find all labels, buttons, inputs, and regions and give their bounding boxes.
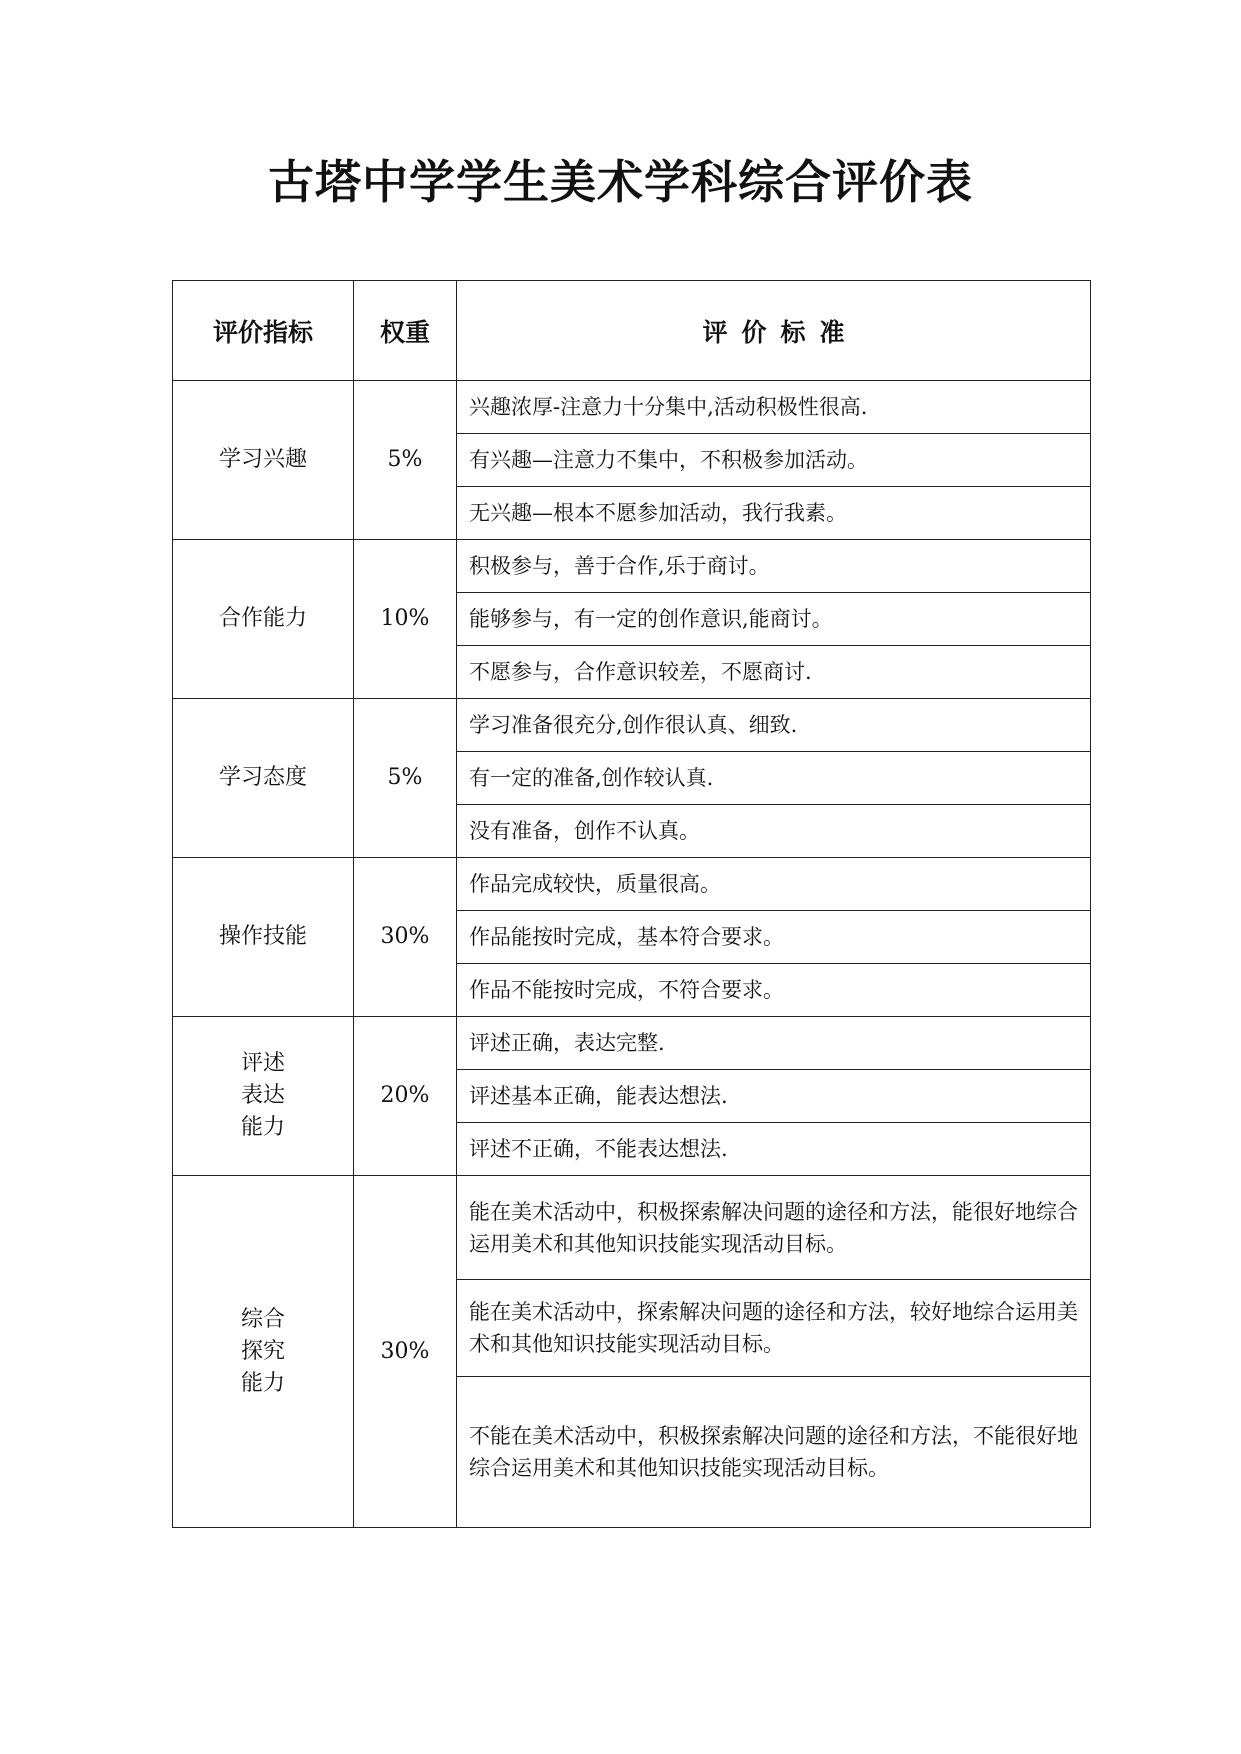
criterion-cell: 作品完成较快，质量很高。 — [457, 858, 1091, 911]
criterion-cell: 能够参与，有一定的创作意识,能商讨。 — [457, 593, 1091, 646]
table-row — [173, 699, 1091, 752]
criterion-cell: 作品不能按时完成，不符合要求。 — [457, 964, 1091, 1017]
criterion-cell: 不能在美术活动中，积极探索解决问题的途径和方法，不能很好地综合运用美术和其他知识技能实现活动目标。 — [457, 1377, 1091, 1528]
indicator-cell — [173, 699, 354, 858]
header-indicator: 评价指标 — [173, 281, 354, 381]
weight-cell: 5% — [354, 381, 457, 540]
table-row — [173, 858, 1091, 911]
indicator-label-line: 综合 — [240, 1306, 285, 1332]
weight-cell: 20% — [354, 1017, 457, 1176]
weight-cell: 30% — [354, 858, 457, 1017]
weight-cell: 5% — [354, 699, 457, 858]
header-criteria: 评价标准 — [457, 281, 1091, 381]
table-row — [173, 540, 1091, 593]
table-row — [173, 381, 1091, 434]
indicator-label: 合作能力 — [218, 606, 307, 631]
indicator-label-line: 能力 — [240, 1370, 285, 1396]
criterion-cell: 评述不正确，不能表达想法. — [457, 1123, 1091, 1176]
criterion-cell: 没有准备，创作不认真。 — [457, 805, 1091, 858]
indicator-cell — [173, 381, 354, 540]
weight-cell: 10% — [354, 540, 457, 699]
criterion-cell: 作品能按时完成，基本符合要求。 — [457, 911, 1091, 964]
criterion-cell: 兴趣浓厚-注意力十分集中,活动积极性很高. — [457, 381, 1091, 434]
indicator-label-line: 表达 — [240, 1083, 285, 1108]
indicator-cell — [173, 858, 354, 1017]
criterion-cell: 有一定的准备,创作较认真. — [457, 752, 1091, 805]
indicator-cell — [173, 540, 354, 699]
criterion-cell: 有兴趣—注意力不集中，不积极参加活动。 — [457, 434, 1091, 487]
indicator-label: 学习态度 — [218, 765, 307, 790]
indicator-cell — [173, 1017, 354, 1176]
indicator-label: 操作技能 — [218, 924, 307, 949]
indicator-label-line: 评述 — [240, 1051, 285, 1076]
indicator-label-line: 探究 — [240, 1338, 285, 1364]
criterion-cell: 无兴趣—根本不愿参加活动，我行我素。 — [457, 487, 1091, 540]
table-header-row — [173, 281, 1091, 381]
header-weight: 权重 — [354, 281, 457, 381]
evaluation-table — [172, 280, 1091, 1528]
table-row — [173, 1017, 1091, 1070]
criterion-cell: 评述基本正确，能表达想法. — [457, 1070, 1091, 1123]
criterion-cell: 能在美术活动中，探索解决问题的途径和方法，较好地综合运用美术和其他知识技能实现活动目标。 — [457, 1280, 1091, 1377]
table-row — [173, 1176, 1091, 1280]
criterion-cell: 评述正确，表达完整. — [457, 1017, 1091, 1070]
criterion-cell: 不愿参与，合作意识较差，不愿商讨. — [457, 646, 1091, 699]
page-title: 古塔中学学生美术学科综合评价表 — [268, 155, 973, 209]
indicator-label: 学习兴趣 — [218, 447, 307, 472]
criterion-cell: 学习准备很充分,创作很认真、细致. — [457, 699, 1091, 752]
criterion-cell: 积极参与，善于合作,乐于商讨。 — [457, 540, 1091, 593]
weight-cell: 30% — [354, 1176, 457, 1528]
indicator-label-line: 能力 — [240, 1115, 285, 1140]
indicator-cell — [173, 1176, 354, 1528]
criterion-cell: 能在美术活动中，积极探索解决问题的途径和方法，能很好地综合运用美术和其他知识技能实现活动目标。 — [457, 1176, 1091, 1280]
